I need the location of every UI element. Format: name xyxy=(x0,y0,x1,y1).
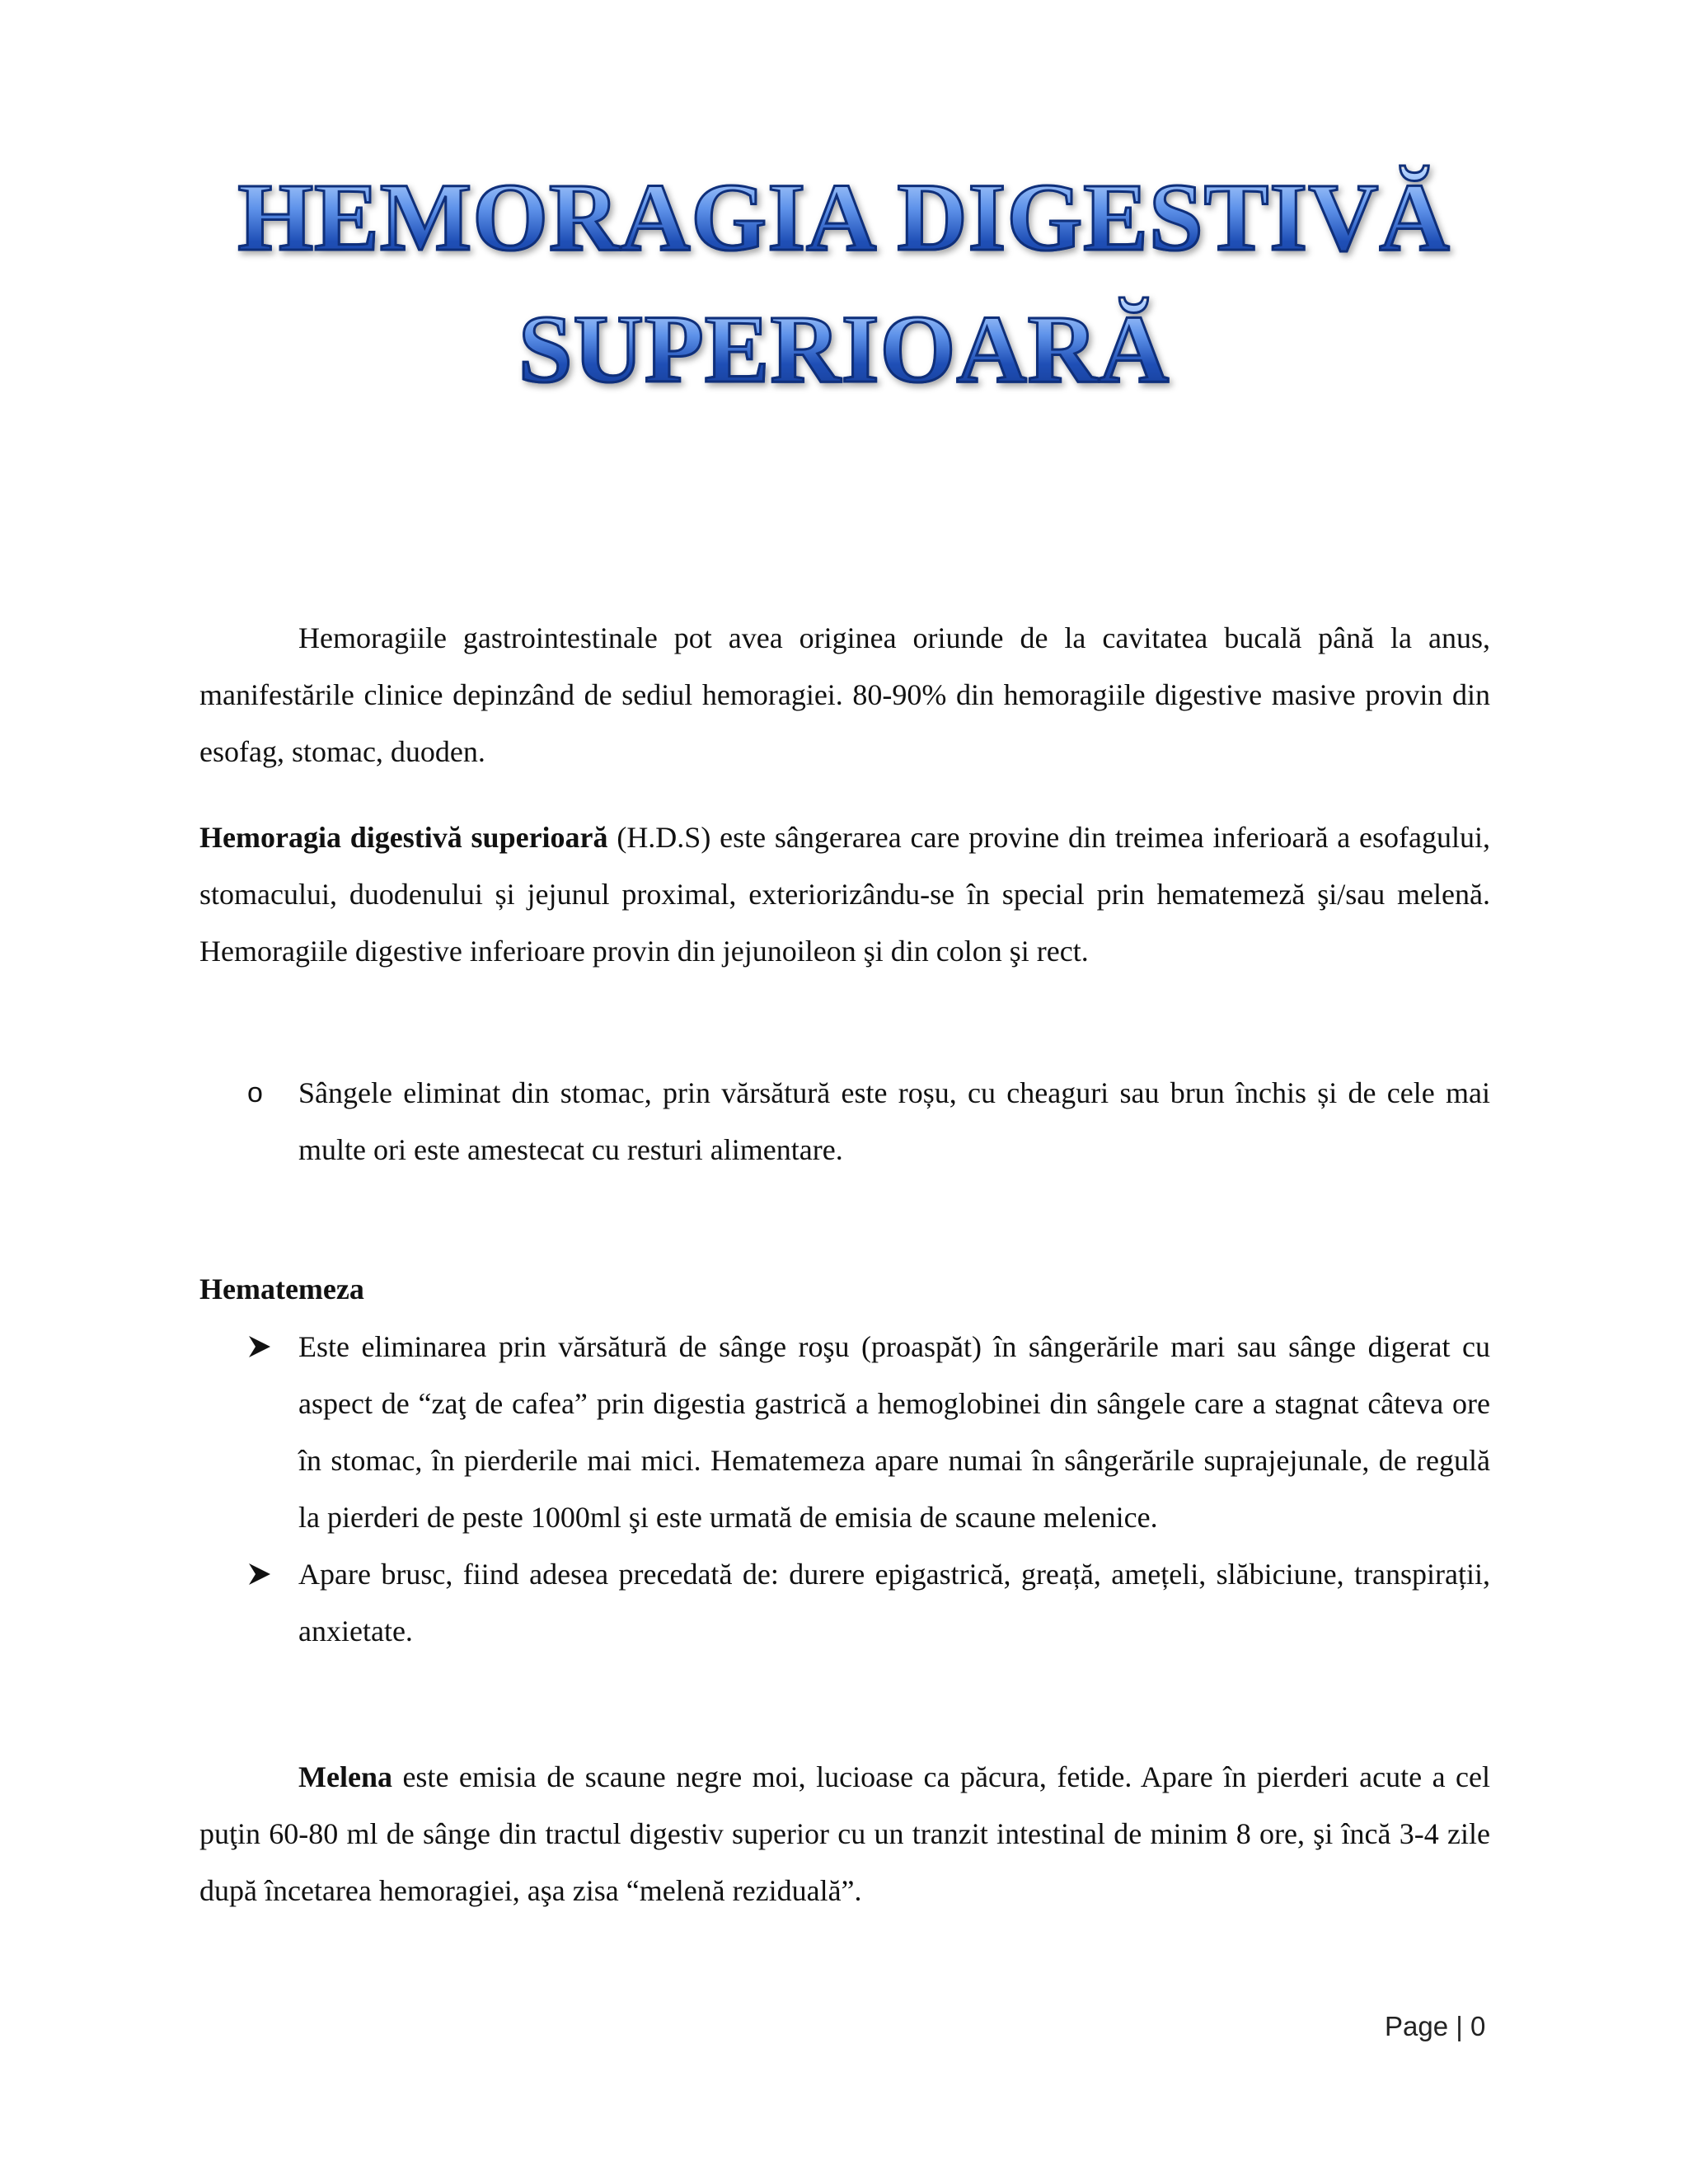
list-item-text: Sângele eliminat din stomac, prin vărsătură este roșu, cu cheaguri sau brun închis și de cele mai multe ori este amestecat cu resturi alimentare. xyxy=(298,1076,1490,1166)
melena-term: Melena xyxy=(298,1760,392,1793)
melena-text: este emisia de scaune negre moi, lucioase ca păcura, fetide. Apare în pierderi acute a cel puţin 60-80 ml de sânge din tractul digestiv superior cu un tranzit intestinal de minim 8 ore, şi încă 3-4 zile după încetarea hemoragiei, aşa zisa “melenă reziduală”. xyxy=(199,1760,1490,1907)
definition-paragraph xyxy=(199,809,1490,980)
intro-paragraph: Hemoragiile gastrointestinale pot avea originea oriunde de la cavitatea bucală până la anus, manifestările clinice depinzând de sediul hemoragiei. 80-90% din hemoragiile digestive masive provin din esofag, stomac, duoden. xyxy=(199,621,1490,768)
list-item-text: Apare brusc, fiind adesea precedată de: durere epigastrică, greață, amețeli, slăbiciune, transpirații, anxietate. xyxy=(298,1558,1490,1647)
arrow-bullet-icon xyxy=(247,1334,272,1359)
hematemeza-heading-block xyxy=(199,1261,1490,1318)
intro-paragraph-block xyxy=(199,610,1490,780)
list-item xyxy=(199,1065,1490,1179)
list-item-text: Este eliminarea prin vărsătură de sânge roşu (proaspăt) în sângerările mari sau sânge digerat cu aspect de “zaţ de cafea” prin digestia gastrică a hemoglobinei din sângele care a stagnat câteva ore în stomac, în pierderile mai mici. Hematemeza apare numai în sângerările suprajejunale, de regulă la pierderi de peste 1000ml şi este urmată de emisia de scaune melenice. xyxy=(298,1330,1490,1534)
hematemeza-list xyxy=(199,1319,1490,1660)
title-line-1: HEMORAGIA DIGESTIVĂ xyxy=(0,169,1688,281)
melena-paragraph-block xyxy=(199,1749,1490,1919)
list-item xyxy=(199,1319,1490,1546)
definition-term: Hemoragia digestivă superioară xyxy=(199,821,608,854)
definition-text: (H.D.S) este sângerarea care provine din treimea inferioară a esofagului, stomacului, duodenului și jejunul proximal, exteriorizându-se în special prin hematemeză şi/sau melenă. Hemoragiile digestive inferioare provin din jejunoileon şi din colon şi rect. xyxy=(199,821,1490,968)
hematemeza-heading: Hematemeza xyxy=(199,1272,364,1305)
circle-bullet-icon: o xyxy=(247,1077,263,1108)
title-line-2: SUPERIOARĂ xyxy=(0,301,1688,398)
circle-bullet-list xyxy=(199,1065,1490,1179)
definition-paragraph-block xyxy=(199,809,1490,980)
arrow-bullet-icon xyxy=(247,1562,272,1586)
page-number: Page | 0 xyxy=(1385,2011,1486,2041)
list-item xyxy=(199,1546,1490,1660)
melena-paragraph xyxy=(199,1749,1490,1919)
document-title xyxy=(0,163,1688,403)
